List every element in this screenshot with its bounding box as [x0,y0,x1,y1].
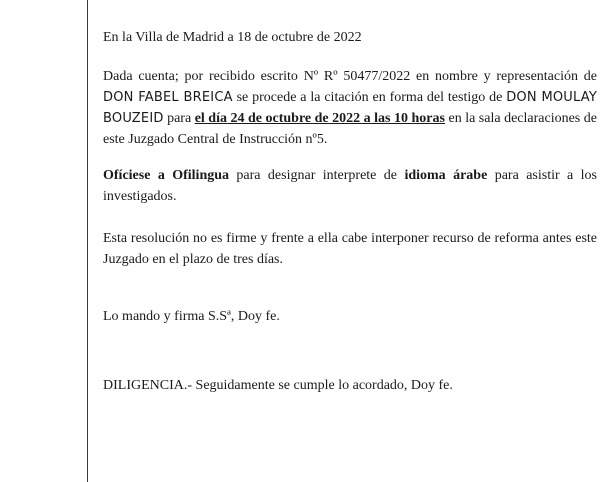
paragraph-diligence: DILIGENCIA.- Seguidamente se cumple lo acordado, Doy fe. [103,378,453,393]
date-line: En la Villa de Madrid a 18 de octubre de 2022 [103,30,362,45]
oficiese-lead: Ofíciese a Ofilingua [103,168,230,183]
interpreter-language: idioma árabe [404,168,488,183]
citation-para-text: para [163,111,195,126]
paragraph-interpreter [103,165,597,207]
witness-name: DON MOULAY BOUZEID [103,90,597,126]
left-margin-line [87,0,88,482]
hearing-date: el día 24 de octubre de 2022 a las 10 horas [194,111,445,126]
interpreter-tail-text: para asistir a los investigados. [103,168,597,204]
citation-intro-text: Dada cuenta; por recibido escrito Nº Rº 50477/2022 en nombre y representación de [103,69,597,84]
paragraph-citation [103,66,597,150]
citation-tail-text: en la sala declaraciones de este Juzgado Central de Instrucción nº5. [103,111,597,147]
paragraph-appeal: Esta resolución no es firme y frente a ella cabe interponer recurso de reforma antes este Juzgado en el plazo de tres días. [103,231,597,267]
citation-mid-text: se procede a la citación en forma del testigo de [232,90,507,105]
paragraph-signature: Lo mando y firma S.Sª, Doy fe. [103,309,280,324]
interpreter-mid-text: para designar interprete de [229,168,405,183]
defendant-name: DON FABEL BREICA [103,90,233,105]
